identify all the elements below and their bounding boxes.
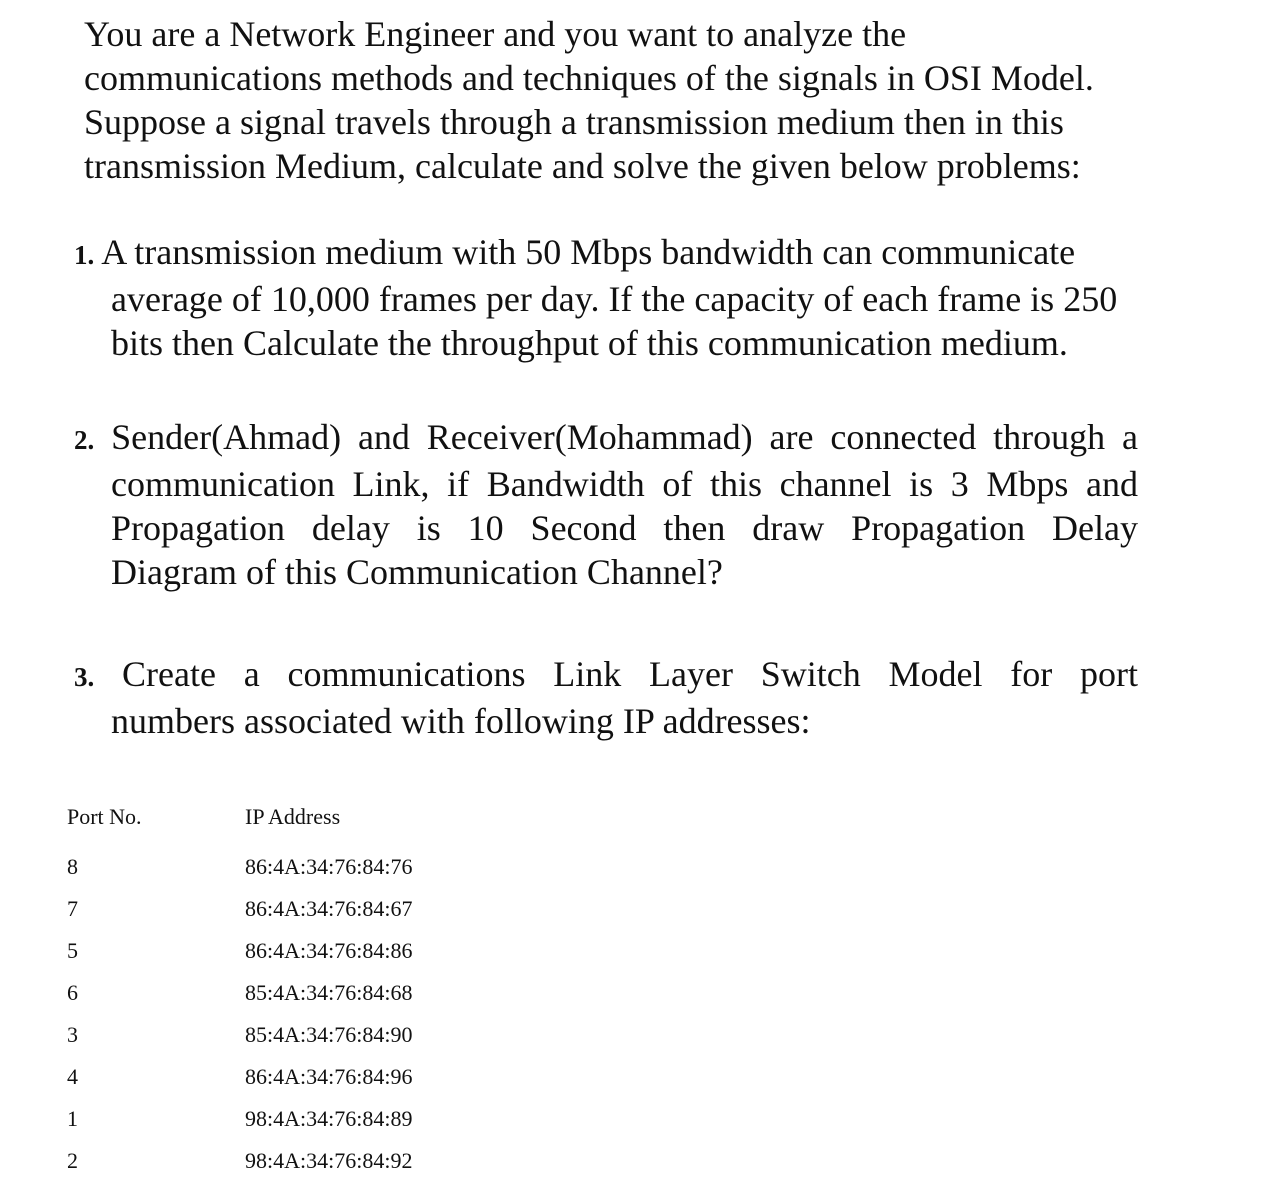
problem-2-line: communication Link, if Bandwidth of this channel is 3 Mbps and — [111, 464, 1138, 504]
problem-2-first-line — [74, 415, 1138, 462]
problem-1-first-line — [74, 230, 1138, 277]
problem-2 — [74, 415, 1138, 594]
problem-3-number: 3. — [74, 662, 95, 692]
problem-3 — [74, 652, 1138, 743]
ip-cell: 98:4A:34:76:84:89 — [245, 1106, 413, 1131]
problem-1-text: A transmission medium with 50 Mbps bandwidth can communicate — [101, 232, 1076, 272]
ip-column-header: IP Address — [245, 804, 341, 829]
ip-cell: 86:4A:34:76:84:86 — [245, 938, 413, 963]
port-cell: 7 — [67, 896, 78, 921]
problem-1-line: average of 10,000 frames per day. If the capacity of each frame is 250 — [111, 279, 1118, 319]
ip-cell: 98:4A:34:76:84:92 — [245, 1148, 413, 1173]
port-column-header: Port No. — [67, 804, 142, 829]
ip-cell: 85:4A:34:76:84:68 — [245, 980, 413, 1005]
intro-line: Suppose a signal travels through a transmission medium then in this — [84, 102, 1064, 142]
intro-line: You are a Network Engineer and you want to analyze the — [84, 14, 907, 54]
port-cell: 5 — [67, 938, 78, 963]
problem-3-text: Create a communications Link Layer Switch Model for port — [122, 654, 1138, 694]
port-cell: 1 — [67, 1106, 78, 1131]
ip-cell: 85:4A:34:76:84:90 — [245, 1022, 413, 1047]
ip-cell: 86:4A:34:76:84:67 — [245, 896, 413, 921]
intro-line: communications methods and techniques of the signals in OSI Model. — [84, 58, 1094, 98]
port-cell: 6 — [67, 980, 78, 1005]
problem-2-line: Propagation delay is 10 Second then draw Propagation Delay — [111, 508, 1138, 548]
problem-1-line: bits then Calculate the throughput of this communication medium. — [111, 323, 1068, 363]
intro-line: transmission Medium, calculate and solve the given below problems: — [84, 146, 1081, 186]
port-cell: 8 — [67, 854, 78, 879]
problem-3-first-line — [74, 652, 1138, 699]
intro-paragraph — [84, 12, 1164, 188]
problem-1 — [74, 230, 1138, 365]
ip-cell: 86:4A:34:76:84:76 — [245, 854, 413, 879]
port-cell: 3 — [67, 1022, 78, 1047]
port-cell: 4 — [67, 1064, 78, 1089]
problem-3-line: numbers associated with following IP addresses: — [111, 701, 811, 741]
ip-cell: 86:4A:34:76:84:96 — [245, 1064, 413, 1089]
problem-2-text: Sender(Ahmad) and Receiver(Mohammad) are connected through a — [111, 417, 1139, 457]
problem-2-line: Diagram of this Communication Channel? — [111, 552, 723, 592]
problem-1-number: 1. — [74, 240, 95, 270]
port-cell: 2 — [67, 1148, 78, 1173]
problem-2-number: 2. — [74, 425, 95, 455]
